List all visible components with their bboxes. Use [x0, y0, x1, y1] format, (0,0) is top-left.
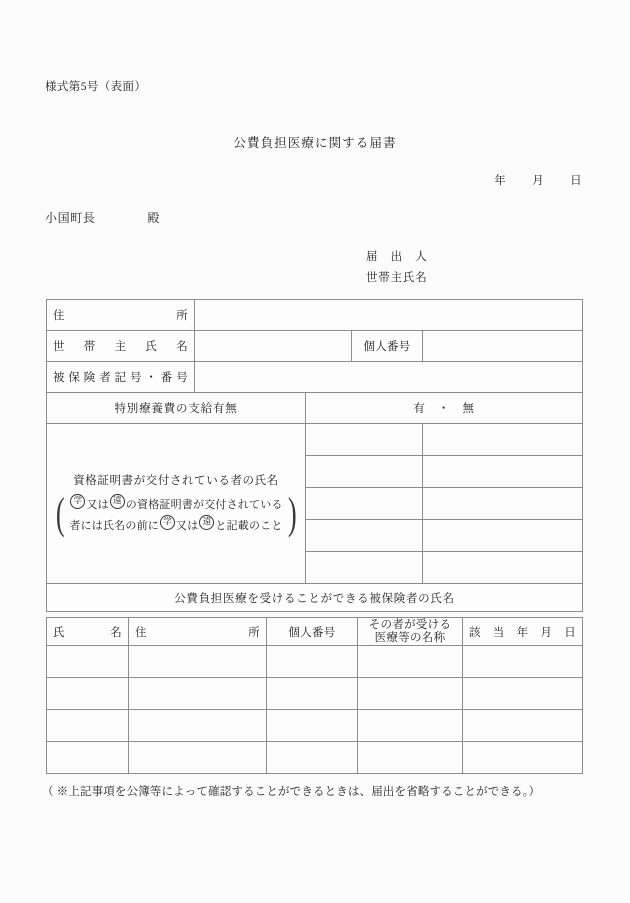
- submitter-label: 届 出 人: [366, 251, 428, 263]
- form-number: 様式第5号（表面）: [45, 81, 147, 93]
- submitter-block: [366, 247, 428, 289]
- cell-name[interactable]: [47, 710, 129, 742]
- cell-address[interactable]: [129, 646, 267, 678]
- certificate-note-text: [69, 494, 282, 536]
- cell-date[interactable]: [463, 678, 583, 710]
- column-header-address: 住所: [129, 618, 267, 646]
- cell-address[interactable]: [129, 742, 267, 774]
- certificate-name-left-4[interactable]: [306, 520, 423, 552]
- cell-date[interactable]: [463, 742, 583, 774]
- certificate-note-2a: 者には氏名の前に: [69, 519, 159, 532]
- address-value[interactable]: [195, 300, 583, 331]
- table-row: [47, 646, 583, 678]
- column-header-medical-name-line2: 医療等の名称: [374, 631, 446, 644]
- cell-address[interactable]: [129, 678, 267, 710]
- table-header-row: [47, 618, 583, 646]
- circled-school-icon: 学: [70, 494, 85, 509]
- applicant-info-table: [46, 299, 583, 612]
- date-day-label: 日: [570, 175, 582, 187]
- certificate-title: 資格証明書が交付されている者の氏名: [73, 474, 279, 487]
- date-line: [494, 172, 582, 188]
- column-header-my-number: 個人番号: [267, 618, 358, 646]
- cell-my-number[interactable]: [267, 710, 358, 742]
- special-medical-options[interactable]: 有 ・ 無: [306, 393, 583, 424]
- addressee: [45, 209, 160, 226]
- certificate-name-left-1[interactable]: [306, 424, 423, 456]
- certificate-name-left-2[interactable]: [306, 456, 423, 488]
- addressee-honorific: 殿: [147, 211, 161, 225]
- table-row-insured-symbol: [47, 362, 583, 393]
- table-row-certificate-1: [47, 424, 583, 456]
- certificate-name-right-2[interactable]: [423, 456, 583, 488]
- certificate-name-right-4[interactable]: [423, 520, 583, 552]
- table-row-address: [47, 300, 583, 331]
- cell-medical-name[interactable]: [358, 646, 463, 678]
- cell-name[interactable]: [47, 742, 129, 774]
- certificate-note-1a: 又は: [86, 498, 109, 511]
- cell-medical-name[interactable]: [358, 678, 463, 710]
- certificate-note-2c: と記載のこと: [215, 519, 283, 532]
- column-header-medical-name-line1: その者が受ける: [368, 618, 452, 631]
- special-medical-label: 特別療養費の支給有無: [47, 393, 306, 424]
- my-number-label: 個人番号: [352, 331, 423, 362]
- footnote: （ ※上記事項を公簿等によって確認することができるときは、届出を省略することができる。）: [42, 786, 541, 798]
- householder-value[interactable]: [195, 331, 352, 362]
- householder-name-label: 世帯主氏名: [366, 272, 428, 284]
- table-row-special-medical: [47, 393, 583, 424]
- beneficiary-table: [46, 617, 583, 774]
- insured-symbol-label: 被保険者記号・番号: [47, 362, 195, 393]
- circled-school-icon-2: 学: [160, 515, 175, 530]
- cell-address[interactable]: [129, 710, 267, 742]
- cell-date[interactable]: [463, 710, 583, 742]
- cell-medical-name[interactable]: [358, 742, 463, 774]
- table-row: [47, 678, 583, 710]
- cell-my-number[interactable]: [267, 646, 358, 678]
- certificate-name-right-3[interactable]: [423, 488, 583, 520]
- column-header-name: 氏名: [47, 618, 129, 646]
- address-label: 住所: [47, 300, 195, 331]
- insured-symbol-value[interactable]: [195, 362, 583, 393]
- certificate-name-right-5[interactable]: [423, 552, 583, 584]
- table-row: [47, 742, 583, 774]
- certificate-note: [53, 489, 299, 539]
- addressee-name: 小国町長: [45, 211, 96, 225]
- table-row: [47, 710, 583, 742]
- certificate-name-left-3[interactable]: [306, 488, 423, 520]
- cell-my-number[interactable]: [267, 742, 358, 774]
- table-row-householder: [47, 331, 583, 362]
- date-month-label: 月: [532, 175, 545, 187]
- page-title: 公費負担医療に関する届書: [233, 136, 397, 150]
- certificate-name-left-5[interactable]: [306, 552, 423, 584]
- table-row-section-header: [47, 584, 583, 612]
- paren-close: ): [287, 489, 297, 539]
- paren-open: (: [55, 489, 65, 539]
- circled-remote-icon: 遠: [110, 494, 125, 509]
- column-header-medical-name: [358, 618, 463, 646]
- certificate-name-right-1[interactable]: [423, 424, 583, 456]
- cell-date[interactable]: [463, 646, 583, 678]
- my-number-value[interactable]: [423, 331, 583, 362]
- cell-medical-name[interactable]: [358, 710, 463, 742]
- section-header: 公費負担医療を受けることができる被保険者の氏名: [47, 584, 583, 612]
- circled-remote-icon-2: 遠: [199, 515, 214, 530]
- column-header-date: 該当年月日: [463, 618, 583, 646]
- date-year-label: 年: [494, 175, 507, 187]
- cell-my-number[interactable]: [267, 678, 358, 710]
- cell-name[interactable]: [47, 646, 129, 678]
- certificate-note-1b: の資格証明書が交付されている: [125, 498, 283, 511]
- certificate-note-2b: 又は: [176, 519, 199, 532]
- cell-name[interactable]: [47, 678, 129, 710]
- householder-label: 世帯主氏名: [47, 331, 195, 362]
- certificate-note-cell: [47, 424, 306, 584]
